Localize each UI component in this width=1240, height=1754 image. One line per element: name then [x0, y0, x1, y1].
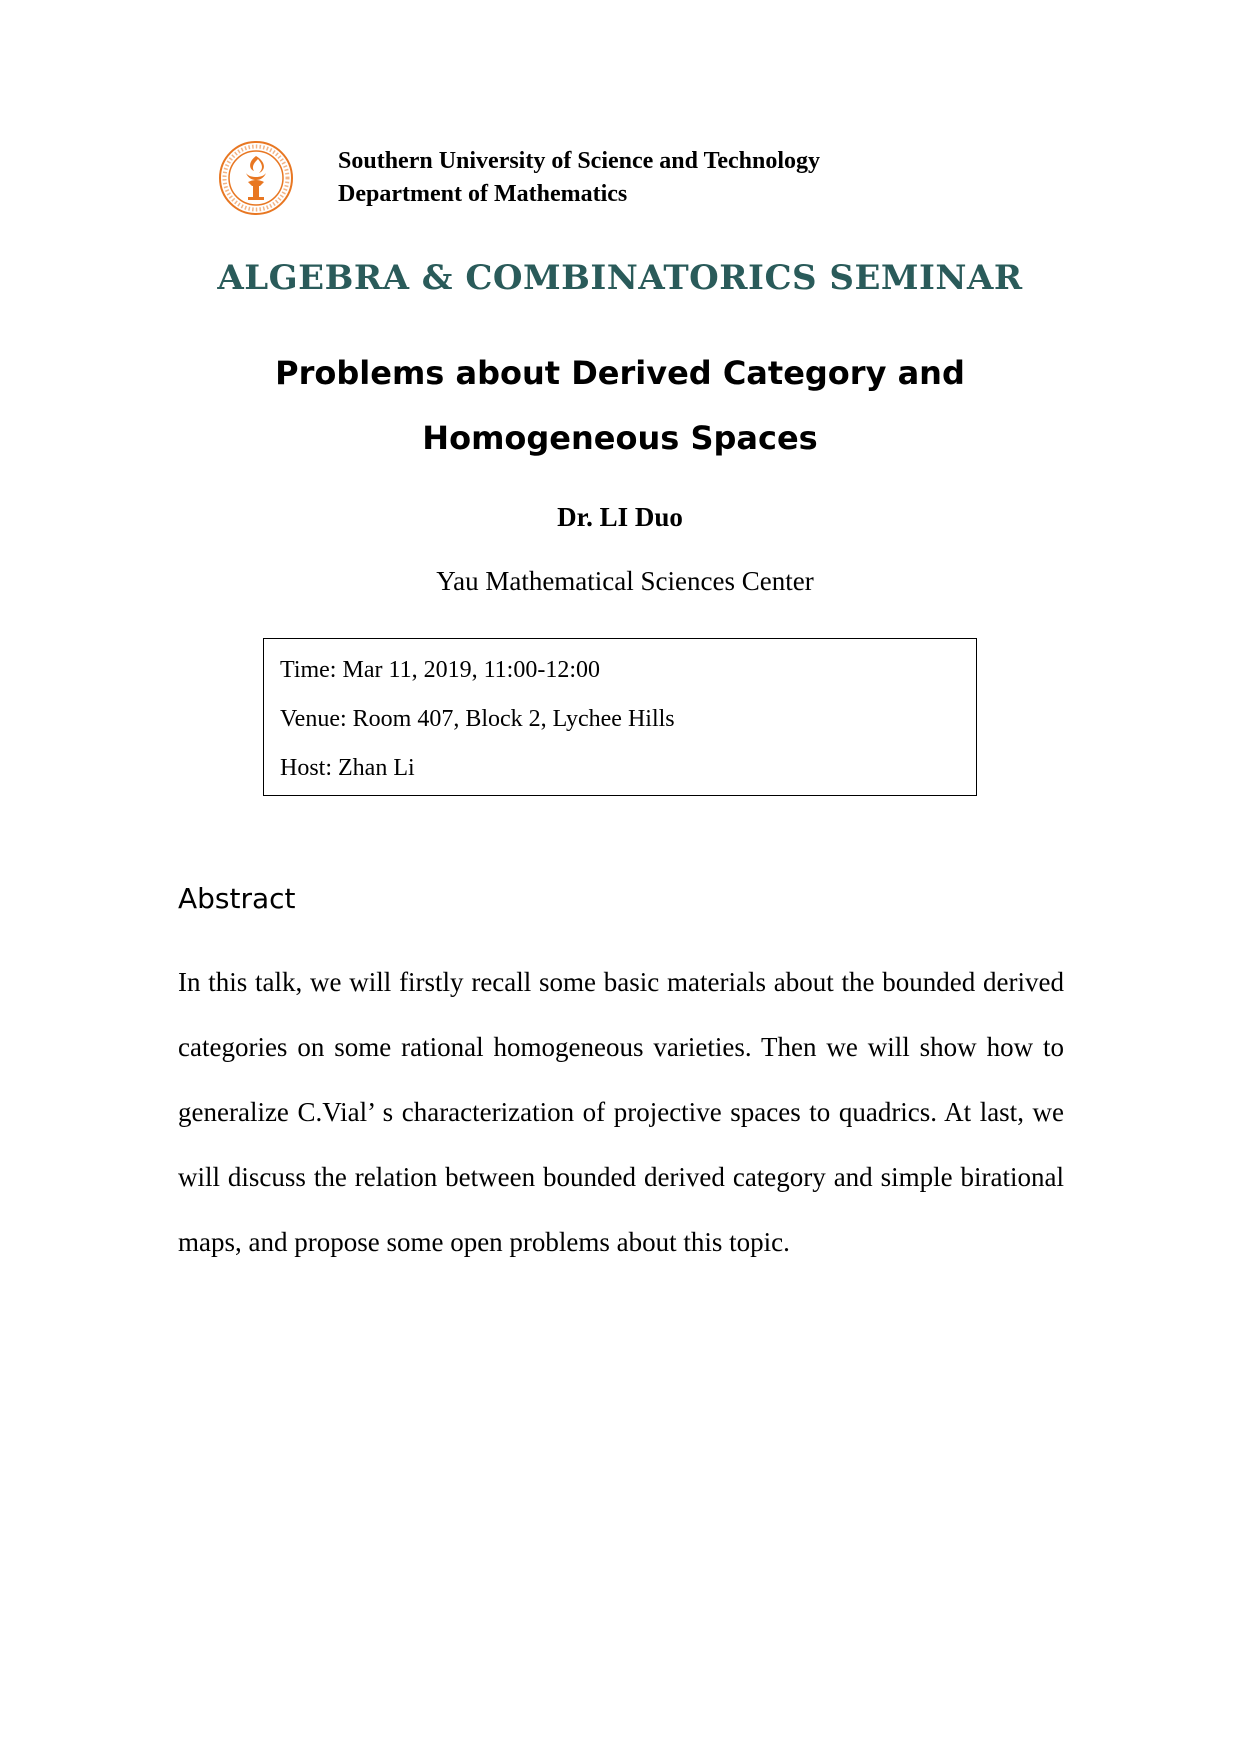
department-name: Department of Mathematics — [338, 181, 628, 207]
speaker-name: Dr. LI Duo — [557, 502, 683, 532]
host-line: Host: Zhan Li — [280, 755, 415, 781]
university-name: Southern University of Science and Technology — [338, 148, 821, 174]
venue-line: Venue: Room 407, Block 2, Lychee Hills — [280, 706, 675, 732]
university-seal-icon — [218, 140, 294, 216]
abstract-heading: Abstract — [178, 882, 296, 915]
seminar-title: ALGEBRA & COMBINATORICS SEMINAR — [217, 258, 1023, 298]
talk-title-line-1: Problems about Derived Category and — [275, 354, 965, 392]
talk-title-line-2: Homogeneous Spaces — [422, 419, 818, 457]
info-box — [263, 638, 977, 796]
speaker-affiliation: Yau Mathematical Sciences Center — [436, 566, 814, 596]
time-line: Time: Mar 11, 2019, 11:00-12:00 — [280, 657, 601, 683]
header — [218, 140, 820, 216]
abstract-body: In this talk, we will firstly recall some basic materials about the bounded derived categories on some rational homogeneous varieties. Then we will show how to generalize C.Vial’ s characterization of projective spaces to quadrics. At last, we will discuss the relation between bounded derived category and simple birational maps, and propose some open problems about this topic. — [178, 967, 1064, 1257]
